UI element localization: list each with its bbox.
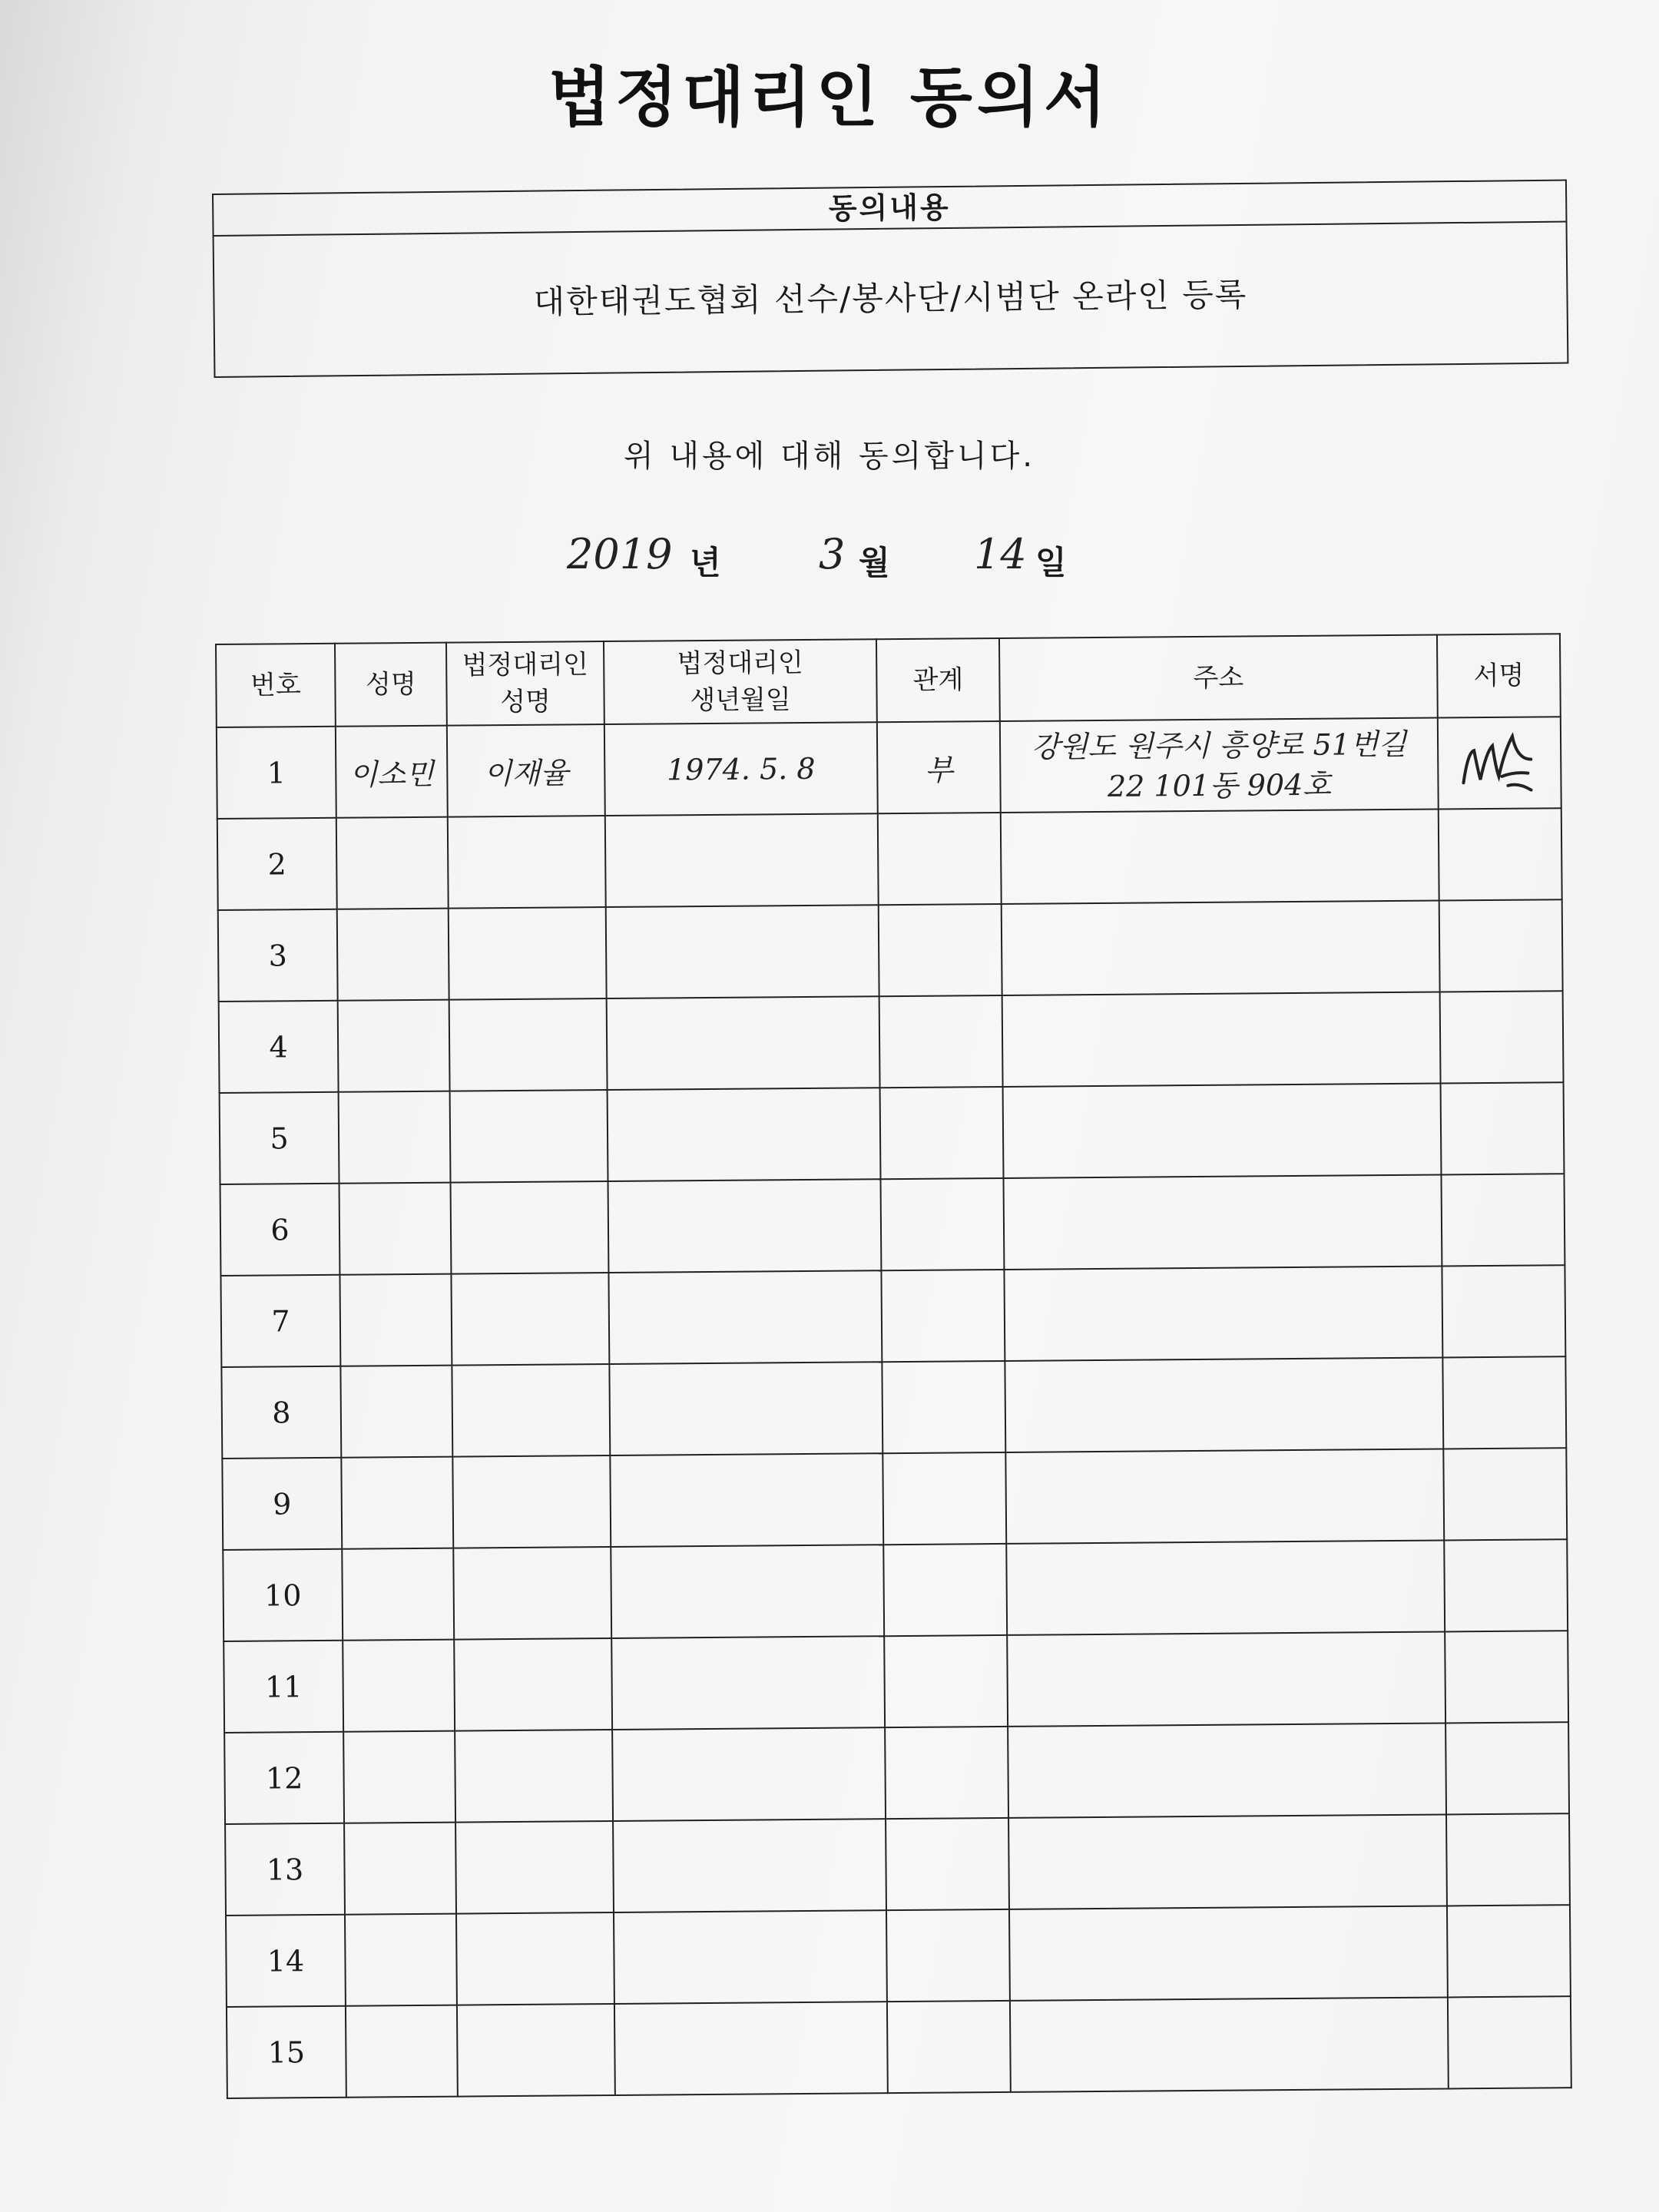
row-no: 12: [224, 1732, 344, 1824]
row-address: [1000, 718, 1439, 813]
consent-content-box: [212, 180, 1568, 378]
empty-cell: [343, 1640, 455, 1732]
empty-cell: [1441, 1174, 1565, 1266]
empty-cell: [1002, 900, 1440, 995]
empty-cell: [1010, 1997, 1449, 2091]
empty-cell: [884, 1635, 1008, 1727]
empty-cell: [880, 1087, 1004, 1179]
empty-cell: [1006, 1540, 1445, 1634]
header-guardian-name: [446, 641, 604, 726]
empty-cell: [1009, 1906, 1448, 2000]
table-row: [220, 1174, 1565, 1276]
date-line: [553, 527, 1106, 588]
empty-cell: [1446, 1813, 1570, 1906]
empty-cell: [610, 1453, 883, 1547]
table-row: [217, 717, 1561, 819]
header-guardian-birth: [604, 639, 877, 724]
empty-cell: [1008, 1814, 1447, 1909]
empty-cell: [887, 2001, 1011, 2093]
consent-heading: 동의내용: [214, 181, 1565, 237]
empty-cell: [605, 813, 879, 907]
empty-cell: [614, 2002, 888, 2095]
empty-cell: [457, 2004, 615, 2097]
row-no: 5: [220, 1092, 339, 1184]
header-guardian-birth-line2: 생년월일: [690, 684, 791, 717]
header-guardian-name-line1: 법정대리인: [462, 649, 588, 681]
row-no: 14: [226, 1915, 346, 2007]
header-address: 주소: [999, 635, 1438, 721]
table-row: [221, 1356, 1566, 1459]
registration-table-wrap: [215, 633, 1571, 2099]
empty-cell: [607, 996, 880, 1090]
row-no: 13: [225, 1823, 345, 1916]
empty-cell: [1003, 1174, 1442, 1269]
page-title: 법정대리인 동의서: [548, 60, 1111, 135]
date-day-label: 일: [1035, 544, 1067, 581]
header-no: 번호: [216, 644, 336, 727]
row-signature: [1438, 717, 1561, 809]
empty-cell: [609, 1362, 882, 1455]
empty-cell: [606, 905, 879, 998]
empty-cell: [345, 1914, 457, 2006]
empty-cell: [1444, 1539, 1568, 1631]
table-row: [222, 1448, 1567, 1550]
registration-table: [215, 633, 1572, 2099]
empty-cell: [1445, 1722, 1569, 1814]
row-name: 이소민: [336, 726, 448, 818]
date-month: 3: [819, 530, 846, 578]
row-no: 9: [222, 1458, 342, 1550]
empty-cell: [611, 1545, 884, 1638]
header-relation: 관계: [876, 638, 1000, 722]
row-no: 1: [217, 727, 336, 819]
empty-cell: [449, 998, 608, 1091]
row-no: 6: [220, 1184, 340, 1276]
row-guardian-name: 이재율: [447, 724, 605, 817]
consent-content: 대한태권도협회 선수/봉사단/시범단 온라인 등록: [533, 275, 1248, 321]
date-year-label: 년: [690, 544, 721, 581]
empty-cell: [453, 1547, 611, 1640]
empty-cell: [451, 1273, 609, 1366]
empty-cell: [346, 2005, 458, 2098]
header-guardian-birth-line1: 법정대리인: [677, 647, 803, 680]
empty-cell: [452, 1455, 611, 1548]
empty-cell: [886, 1909, 1010, 2002]
table-row: [224, 1722, 1569, 1824]
header-signature: 서명: [1437, 634, 1561, 717]
table-row: [218, 899, 1563, 1002]
empty-cell: [608, 1088, 881, 1181]
empty-cell: [608, 1179, 882, 1273]
row-address-line2: 22 101동 904호: [1107, 767, 1332, 803]
empty-cell: [1445, 1631, 1568, 1723]
agreement-statement: 위 내용에 대해 동의합니다.: [624, 439, 1035, 474]
empty-cell: [1439, 899, 1563, 992]
empty-cell: [339, 1274, 452, 1366]
row-no: 15: [227, 2006, 346, 2098]
header-guardian-name-line2: 성명: [500, 686, 551, 718]
empty-cell: [342, 1548, 454, 1641]
empty-cell: [881, 1178, 1005, 1270]
empty-cell: [455, 1821, 614, 1914]
empty-cell: [448, 816, 606, 909]
row-no: 8: [221, 1366, 341, 1459]
empty-cell: [338, 1000, 450, 1092]
empty-cell: [886, 1818, 1009, 1910]
empty-cell: [1002, 992, 1441, 1086]
empty-cell: [1004, 1266, 1442, 1360]
row-address-line1: 강원도 원주시 흥양로 51번길: [1031, 727, 1407, 764]
date-month-label: 월: [859, 544, 890, 581]
empty-cell: [883, 1544, 1007, 1636]
empty-cell: [1007, 1631, 1445, 1726]
signature-mark: [1457, 728, 1542, 798]
empty-cell: [1442, 1265, 1565, 1357]
date-year: 2019: [567, 530, 673, 578]
table-row: [227, 1996, 1571, 2098]
empty-cell: [339, 1091, 451, 1184]
empty-cell: [1005, 1449, 1444, 1543]
empty-cell: [611, 1636, 885, 1730]
table-row: [217, 808, 1562, 910]
table-row: [223, 1539, 1568, 1641]
date-day: 14: [974, 530, 1027, 578]
row-no: 10: [223, 1549, 343, 1641]
header-name: 성명: [335, 643, 447, 727]
row-no: 4: [219, 1001, 339, 1093]
row-no: 3: [218, 909, 338, 1002]
table-row: [220, 1265, 1565, 1367]
empty-cell: [451, 1181, 609, 1274]
row-no: 2: [217, 818, 337, 910]
row-guardian-birth: 1974. 5. 8: [604, 722, 878, 816]
empty-cell: [608, 1270, 882, 1364]
empty-cell: [1008, 1723, 1446, 1817]
table-row: [226, 1905, 1571, 2007]
row-no: 11: [224, 1641, 343, 1733]
table-row: [225, 1813, 1570, 1916]
empty-cell: [450, 1090, 608, 1183]
empty-cell: [339, 1183, 452, 1275]
table-row: [219, 991, 1564, 1093]
table-row: [224, 1631, 1568, 1733]
empty-cell: [882, 1361, 1005, 1453]
empty-cell: [1447, 1905, 1571, 1997]
empty-cell: [343, 1731, 455, 1823]
empty-cell: [1439, 808, 1562, 900]
empty-cell: [1003, 1083, 1442, 1177]
empty-cell: [456, 1912, 614, 2005]
empty-cell: [454, 1638, 612, 1731]
empty-cell: [452, 1364, 610, 1457]
empty-cell: [449, 907, 607, 1000]
empty-cell: [455, 1730, 613, 1823]
row-relation: 부: [877, 721, 1001, 813]
empty-cell: [878, 813, 1002, 905]
empty-cell: [613, 1819, 886, 1912]
empty-cell: [1442, 1356, 1566, 1449]
empty-cell: [341, 1457, 453, 1549]
empty-cell: [614, 1910, 887, 2004]
empty-cell: [885, 1727, 1008, 1819]
empty-cell: [340, 1366, 452, 1458]
empty-cell: [1441, 1082, 1565, 1174]
empty-cell: [336, 817, 449, 909]
empty-cell: [1443, 1448, 1567, 1540]
empty-cell: [612, 1727, 886, 1821]
table-header-row: [216, 634, 1561, 727]
empty-cell: [879, 904, 1002, 996]
empty-cell: [1448, 1996, 1571, 2088]
table-row: [220, 1082, 1565, 1184]
empty-cell: [344, 1823, 456, 1915]
empty-cell: [881, 1270, 1005, 1362]
empty-cell: [1001, 809, 1439, 903]
row-no: 7: [220, 1275, 340, 1367]
empty-cell: [1440, 991, 1564, 1083]
empty-cell: [1005, 1357, 1443, 1452]
empty-cell: [337, 909, 449, 1001]
empty-cell: [879, 995, 1003, 1088]
empty-cell: [882, 1452, 1006, 1545]
